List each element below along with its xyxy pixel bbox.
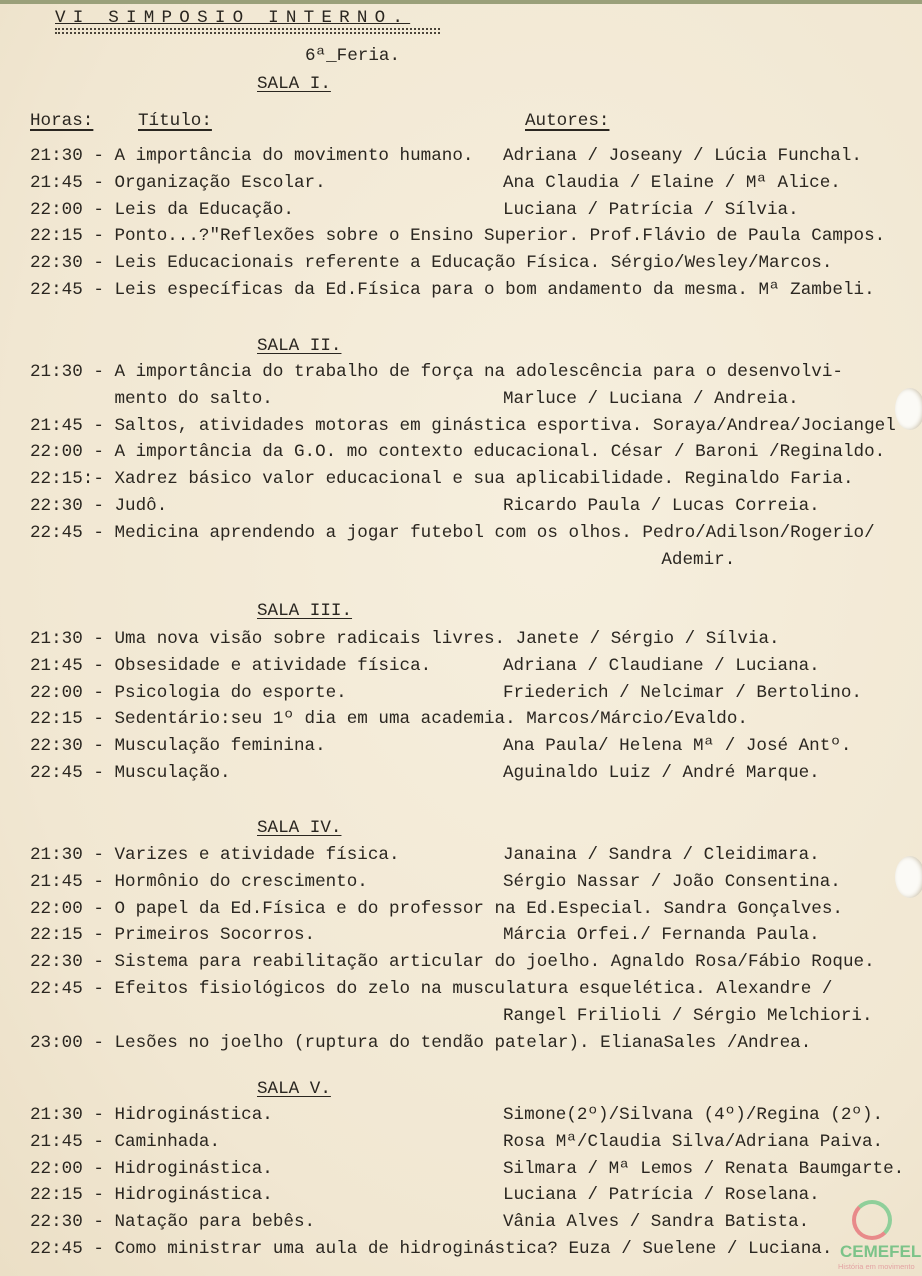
entry-authors: Luciana / Patrícia / Roselana.	[503, 1185, 820, 1206]
schedule-entry: 22:00 - Hidroginástica.	[30, 1158, 273, 1179]
punch-hole	[895, 388, 922, 430]
entry-authors: Ana Paula/ Helena Mª / José Antº.	[503, 736, 852, 757]
entry-authors: Aguinaldo Luiz / André Marque.	[503, 763, 820, 783]
cemefel-logo	[832, 1198, 922, 1276]
schedule-entry: 22:30 - Natação para bebês.	[30, 1212, 316, 1233]
schedule-entry: 21:30 - Varizes e atividade física.	[30, 845, 400, 865]
header-autores: Autores:	[525, 111, 610, 131]
header-horas: Horas:	[30, 111, 94, 131]
entry-authors: Sérgio Nassar / João Consentina.	[503, 871, 841, 892]
title-double-underline	[55, 28, 440, 34]
schedule-entry: 21:45 - Saltos, atividades motoras em ginástica esportiva. Soraya/Andrea/Jociangel	[30, 415, 896, 436]
schedule-entry: 21:30 - A importância do trabalho de força na adolescência para o desenvolvi-	[30, 362, 843, 382]
entry-authors: Friederich / Nelcimar / Bertolino.	[503, 682, 862, 703]
schedule-entry: 22:15:- Xadrez básico valor educacional e sua aplicabilidade. Reginaldo Faria.	[30, 469, 854, 490]
entry-authors: Adriana / Claudiane / Luciana.	[503, 655, 820, 676]
schedule-entry: 21:30 - Hidroginástica.	[30, 1105, 273, 1125]
day-label: 6ª_Feria.	[305, 46, 401, 66]
header-titulo: Título:	[138, 111, 212, 131]
sala-heading: SALA IV.	[257, 818, 342, 838]
schedule-entry: 22:00 - Leis da Educação.	[30, 199, 294, 220]
punch-hole	[895, 856, 922, 898]
entry-authors: Márcia Orfei./ Fernanda Paula.	[503, 925, 820, 946]
logo-brand: CEMEFEL	[840, 1242, 922, 1261]
schedule-entry: 22:00 - A importância da G.O. mo contexto educacional. César / Baroni /Reginaldo.	[30, 442, 886, 463]
entry-authors: Janaina / Sandra / Cleidimara.	[503, 845, 820, 865]
sala-heading: SALA III.	[257, 601, 353, 621]
schedule-entry: 21:30 - A importância do movimento humano.	[30, 146, 474, 166]
schedule-entry: 22:15 - Ponto...?"Reflexões sobre o Ensino Superior. Prof.Flávio de Paula Campos.	[30, 226, 886, 247]
entry-authors: Simone(2º)/Silvana (4º)/Regina (2º).	[503, 1105, 884, 1125]
sala-heading: SALA II.	[257, 336, 342, 356]
schedule-entry: 22:15 - Hidroginástica.	[30, 1185, 273, 1206]
schedule-entry: 21:45 - Caminhada.	[30, 1131, 221, 1152]
schedule-entry: 22:45 - Efeitos fisiológicos do zelo na musculatura esquelética. Alexandre /	[30, 979, 833, 999]
entry-authors: Silmara / Mª Lemos / Renata Baumgarte.	[503, 1158, 905, 1179]
entry-authors: Rangel Frilioli / Sérgio Melchiori.	[503, 1005, 873, 1026]
schedule-entry: 21:45 - Obsesidade e atividade física.	[30, 655, 432, 676]
schedule-entry: 23:00 - Lesões no joelho (ruptura do tendão patelar). ElianaSales /Andrea.	[30, 1032, 812, 1053]
schedule-entry: 22:45 - Leis específicas da Ed.Física para o bom andamento da mesma. Mª Zambeli.	[30, 280, 875, 300]
entry-authors: Ricardo Paula / Lucas Correia.	[503, 496, 820, 516]
entry-authors: Adriana / Joseany / Lúcia Funchal.	[503, 146, 862, 166]
entry-authors: Marluce / Luciana / Andreia.	[503, 388, 799, 409]
schedule-entry: 22:45 - Como ministrar uma aula de hidroginástica? Euza / Suelene / Luciana.	[30, 1239, 833, 1259]
entry-authors: Vânia Alves / Sandra Batista.	[503, 1212, 810, 1233]
sala-heading: SALA V.	[257, 1079, 331, 1099]
logo-tagline: História em movimento	[838, 1262, 915, 1271]
schedule-entry: 22:15 - Primeiros Socorros.	[30, 925, 316, 946]
document-title: VI SIMPOSIO INTERNO.	[55, 8, 411, 28]
schedule-entry: 22:30 - Musculação feminina.	[30, 736, 326, 757]
entry-authors: Luciana / Patrícia / Sílvia.	[503, 199, 799, 220]
schedule-entry: 22:45 - Medicina aprendendo a jogar futebol com os olhos. Pedro/Adilson/Rogerio/	[30, 522, 875, 543]
schedule-entry: 22:00 - O papel da Ed.Física e do professor na Ed.Especial. Sandra Gonçalves.	[30, 898, 843, 919]
schedule-entry: 22:30 - Judô.	[30, 496, 168, 516]
schedule-entry: 22:15 - Sedentário:seu 1º dia em uma academia. Marcos/Márcio/Evaldo.	[30, 709, 748, 730]
schedule-entry: 22:00 - Psicologia do esporte.	[30, 682, 347, 703]
schedule-entry: 22:30 - Leis Educacionais referente a Educação Física. Sérgio/Wesley/Marcos.	[30, 253, 833, 274]
logo-icon	[852, 1200, 892, 1240]
schedule-entry: 22:30 - Sistema para reabilitação articular do joelho. Agnaldo Rosa/Fábio Roque.	[30, 952, 875, 973]
schedule-entry: 21:30 - Uma nova visão sobre radicais livres. Janete / Sérgio / Sílvia.	[30, 629, 780, 649]
entry-authors: Rosa Mª/Claudia Silva/Adriana Paiva.	[503, 1131, 884, 1152]
entry-authors: Ademir.	[503, 549, 736, 570]
entry-authors: Ana Claudia / Elaine / Mª Alice.	[503, 172, 841, 193]
schedule-entry: 22:45 - Musculação.	[30, 763, 231, 783]
schedule-entry: mento do salto.	[30, 388, 273, 409]
page-edge	[0, 0, 922, 4]
sala-heading: SALA I.	[257, 74, 331, 94]
schedule-entry: 21:45 - Organização Escolar.	[30, 172, 326, 193]
schedule-entry: 21:45 - Hormônio do crescimento.	[30, 871, 368, 892]
